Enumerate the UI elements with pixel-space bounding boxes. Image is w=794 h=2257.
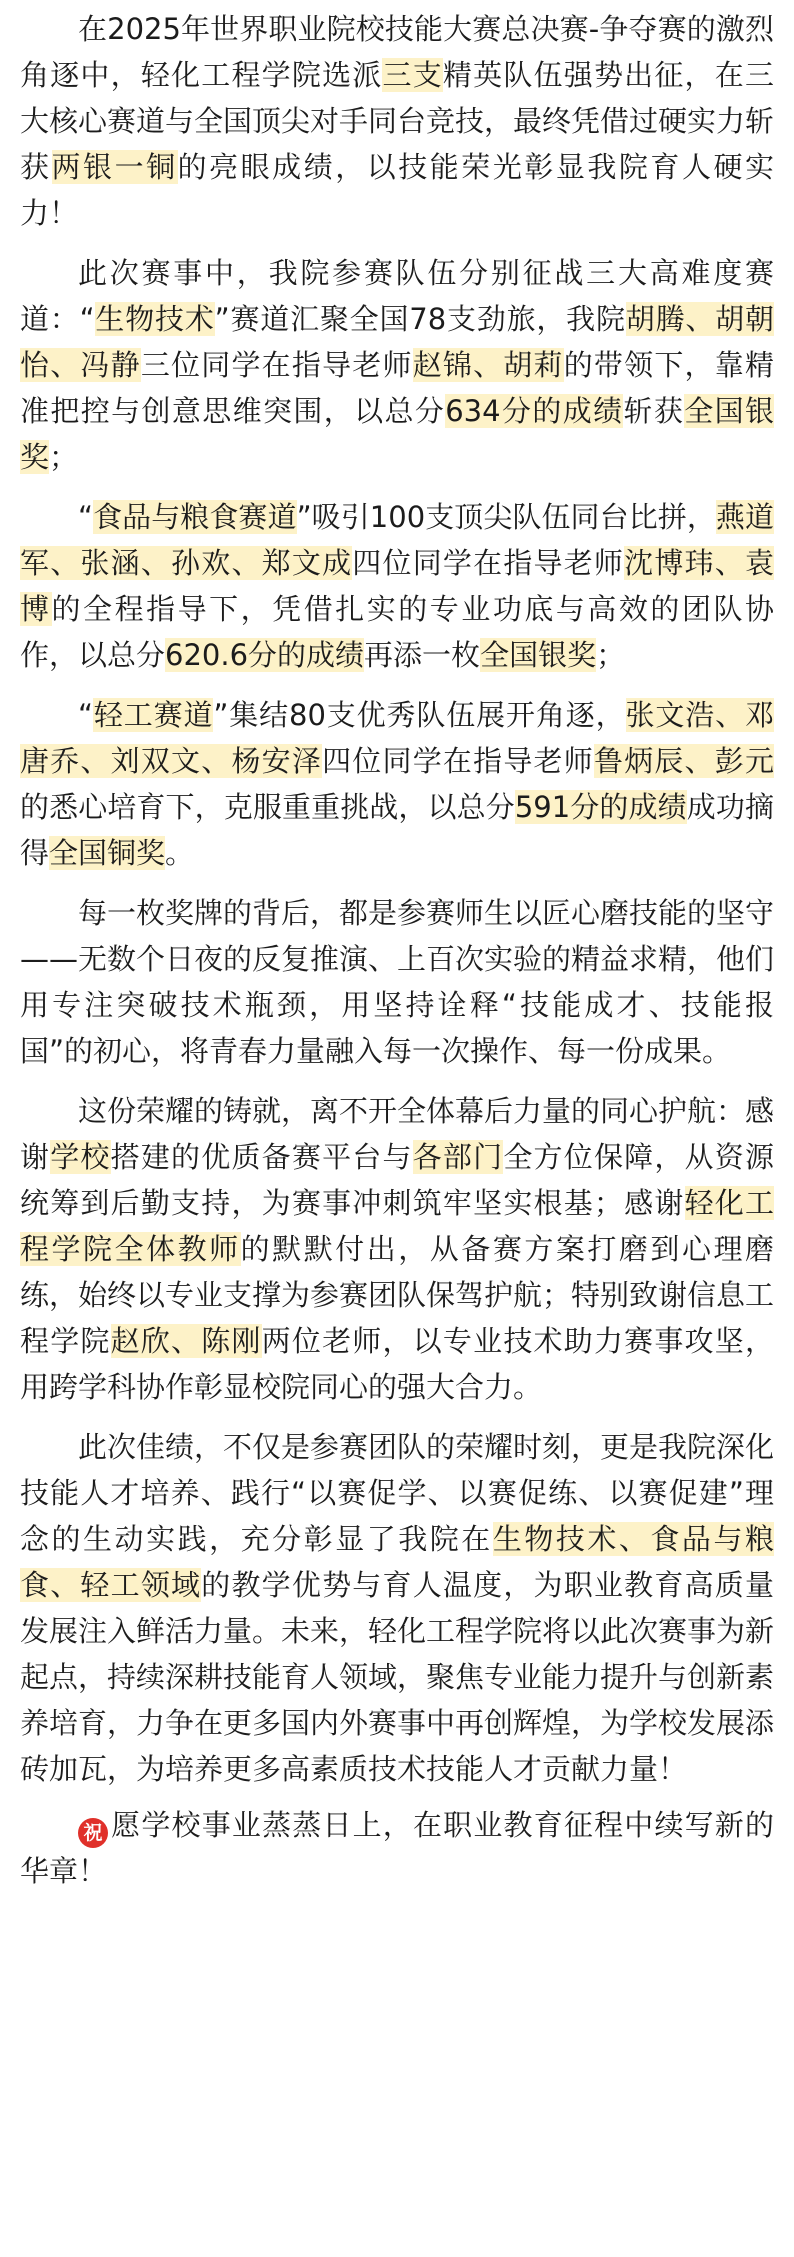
text-segment: “ <box>78 698 94 732</box>
thanks-paragraph <box>20 1088 774 1410</box>
text-segment: 四位同学在指导老师 <box>352 546 625 580</box>
highlight-students: 胡腾、胡朝怡、冯静 <box>20 302 774 382</box>
highlight-track-name: 生物技术 <box>94 302 215 336</box>
text-segment: ； <box>596 638 626 672</box>
highlight-award: 全国银奖 <box>480 638 597 672</box>
text-segment: 的教学优势与育人温度，为职业教育高质量发展注入鲜活力量。未来，轻化工程学院将以此次赛事为新起点，持续深耕技能育人领域，聚焦专业能力提升与创新素养培育，力争在更多国内外赛事中再创辉煌，为学校发展添砖加瓦，为培养更多高素质技术技能人才贡献力量！ <box>20 1568 775 1786</box>
outlook-paragraph <box>20 1424 774 1792</box>
highlight-teachers: 鲁炳辰、彭元 <box>593 744 774 778</box>
text-segment: 两位老师，以专业技术助力赛事攻坚，用跨学科协作彰显校院同心的强大合力。 <box>20 1324 774 1404</box>
closing-text: 愿学校事业蒸蒸日上，在职业教育征程中续写新的华章！ <box>20 1808 774 1888</box>
highlight-fields: 生物技术、食品与粮食、轻工领域 <box>20 1522 774 1602</box>
highlight-track-name: 食品与粮食赛道 <box>93 500 297 534</box>
closing-wish <box>20 1802 774 1894</box>
food-grain-paragraph <box>20 494 774 678</box>
intro-paragraph <box>20 6 774 236</box>
highlight-students: 张文浩、邓唐乔、刘双文、杨安泽 <box>20 698 774 778</box>
highlight-score: 634分的成绩 <box>445 394 624 428</box>
text-segment: 精英队伍强势出征，在三大核心赛道与全国顶尖对手同台竞技，最终凭借过硬实力斩获 <box>20 58 775 184</box>
text-segment: 成功摘得 <box>20 790 774 870</box>
highlight-award: 全国铜奖 <box>49 836 166 870</box>
text-segment: 每一枚奖牌的背后，都是参赛师生以匠心磨技能的坚守——无数个日夜的反复推演、上百次实验的精益求精，他们用专注突破技术瓶颈，用坚持诠释“技能成才、技能报国”的初心，将青春力量融入每一次操作、每一份成果。 <box>20 896 775 1068</box>
text-segment: 四位同学在指导老师 <box>322 744 594 778</box>
text-segment: 此次佳绩，不仅是参赛团队的荣耀时刻，更是我院深化技能人才培养、践行“以赛促学、以赛促练、以赛促建”理念的生动实践，充分彰显了我院在 <box>20 1430 775 1556</box>
text-segment: ”吸引100支顶尖队伍同台比拼， <box>296 500 716 534</box>
text-segment: 在2025年世界职业院校技能大赛总决赛-争夺赛的激烈角逐中，轻化工程学院选派 <box>20 12 774 92</box>
highlight-score: 620.6分的成绩 <box>165 638 365 672</box>
highlight-school: 学校 <box>50 1140 111 1174</box>
text-segment: 此次赛事中，我院参赛队伍分别征战三大高难度赛道：“ <box>20 256 774 336</box>
text-segment: 斩获 <box>623 394 685 428</box>
congrats-emoji-icon: 祝 <box>78 1818 108 1848</box>
text-segment: 三位同学在指导老师 <box>140 348 413 382</box>
text-segment: 再添一枚 <box>364 638 481 672</box>
highlight-medal-count: 两银一铜 <box>51 150 178 184</box>
light-industry-paragraph <box>20 692 774 876</box>
text-segment: ； <box>49 440 79 474</box>
text-segment: 这份荣耀的铸就，离不开全体幕后力量的同心护航：感谢 <box>20 1094 775 1174</box>
text-segment: 的默默付出，从备赛方案打磨到心理磨练，始终以专业支撑为参赛团队保驾护航；特别致谢信息工程学院 <box>20 1232 775 1358</box>
text-segment: 全方位保障，从资源统筹到后勤支持，为赛事冲刺筑牢坚实根基；感谢 <box>20 1140 774 1220</box>
highlight-teachers: 赵欣、陈刚 <box>110 1324 262 1358</box>
text-segment: “ <box>78 500 94 534</box>
highlight-score: 591分的成绩 <box>514 790 687 824</box>
text-segment: 搭建的优质备赛平台与 <box>110 1140 413 1174</box>
highlight-students: 燕道军、张涵、孙欢、郑文成 <box>20 500 774 580</box>
highlight-teachers: 沈博玮、袁博 <box>20 546 774 626</box>
text-segment: 的全程指导下，凭借扎实的专业功底与高效的团队协作，以总分 <box>20 592 774 672</box>
highlight-departments: 各部门 <box>412 1140 504 1174</box>
text-segment: ”赛道汇聚全国78支劲旅，我院 <box>214 302 626 336</box>
text-segment: 的带领下，靠精准把控与创意思维突围，以总分 <box>20 348 774 428</box>
text-segment: 。 <box>165 836 195 870</box>
text-segment: 的亮眼成绩，以技能荣光彰显我院育人硬实力！ <box>20 150 774 230</box>
highlight-faculty: 轻化工程学院全体教师 <box>20 1186 774 1266</box>
highlight-team-count: 三支 <box>382 58 443 92</box>
highlight-teachers: 赵锦、胡莉 <box>412 348 564 382</box>
highlight-award: 全国银奖 <box>20 394 774 474</box>
highlight-track-name: 轻工赛道 <box>93 698 214 732</box>
text-segment: ”集结80支优秀队伍展开角逐， <box>213 698 626 732</box>
text-segment: 的悉心培育下，克服重重挑战，以总分 <box>20 790 515 824</box>
dedication-paragraph <box>20 890 774 1074</box>
biotech-paragraph <box>20 250 774 480</box>
